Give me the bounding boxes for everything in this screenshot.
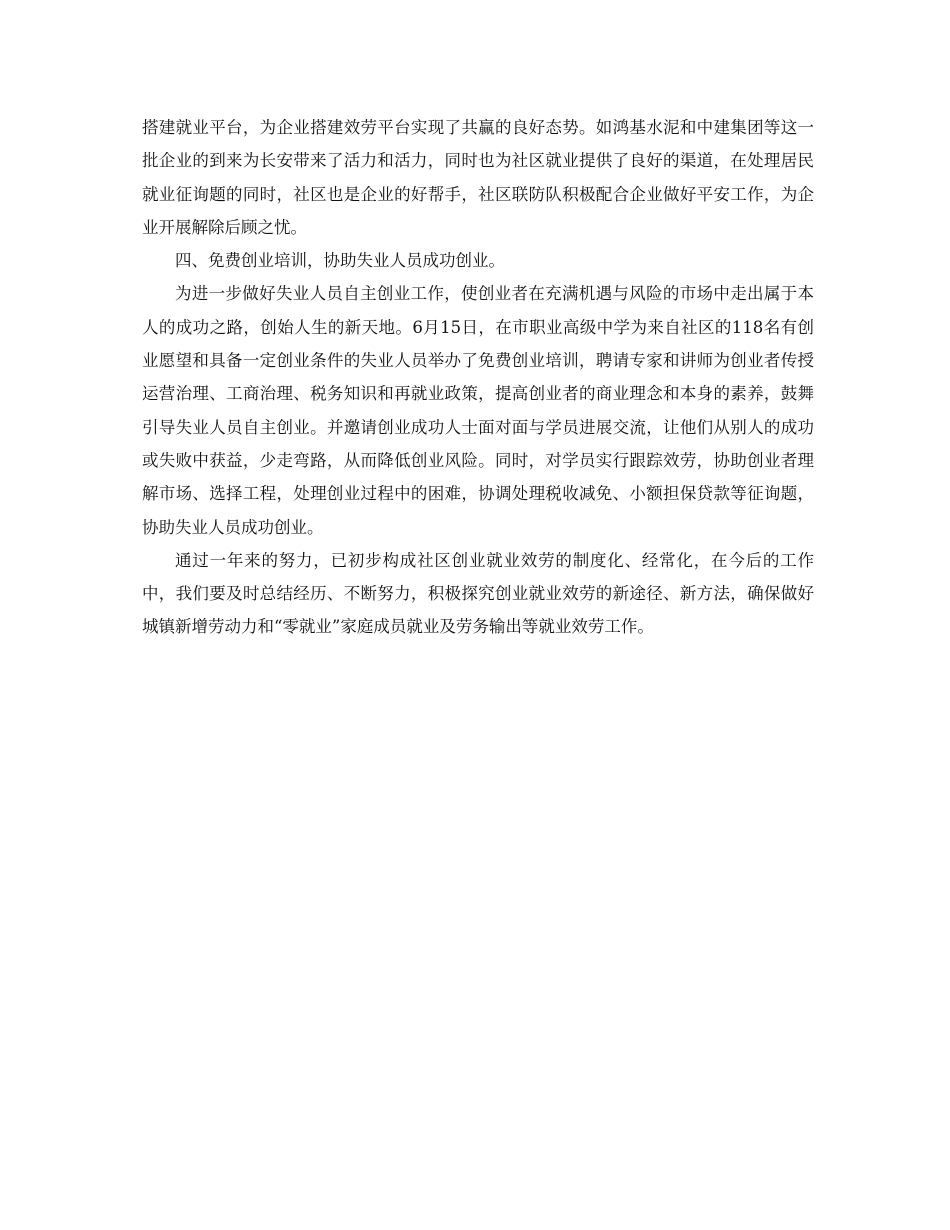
section-heading-training: 四、免费创业培训，协助失业人员成功创业。 <box>175 251 505 271</box>
paragraph-conclusion: 通过一年来的努力，已初步构成社区创业就业效劳的制度化、经常化，在今后的工作中，我们要及时总结经历、不断努力，积极探究创业就业效劳的新途径、新方法，确保做好城镇新增劳动力和“零就业”家庭成员就业及劳务输出等就业效劳工作。 <box>142 550 814 637</box>
paragraph-platform: 搭建就业平台，为企业搭建效劳平台实现了共赢的良好态势。如鸿基水泥和中建集团等这一批企业的到来为长安带来了活力和活力，同时也为社区就业提供了良好的渠道，在处理居民就业征询题的同时，社区也是企业的好帮手，社区联防队积极配合企业做好平安工作，为企业开展解除后顾之忧。 <box>142 118 814 237</box>
paragraph-training: 为进一步做好失业人员自主创业工作，使创业者在充满机遇与风险的市场中走出属于本人的成功之路，创始人生的新天地。6月15日，在市职业高级中学为来自社区的118名有创业愿望和具备一定创业条件的失业人员举办了免费创业培训，聘请专家和讲师为创业者传授运营治理、工商治理、税务知识和再就业政策，提高创业者的商业理念和本身的素养，鼓舞引导失业人员自主创业。并邀请创业成功人士面对面与学员进展交流，让他们从别人的成功或失败中获益，少走弯路，从而降低创业风险。同时，对学员实行跟踪效劳，协助创业者理解市场、选择工程，处理创业过程中的困难，协调处理税收减免、小额担保贷款等征询题，协助失业人员成功创业。 <box>142 284 814 537</box>
document-body <box>142 111 814 644</box>
